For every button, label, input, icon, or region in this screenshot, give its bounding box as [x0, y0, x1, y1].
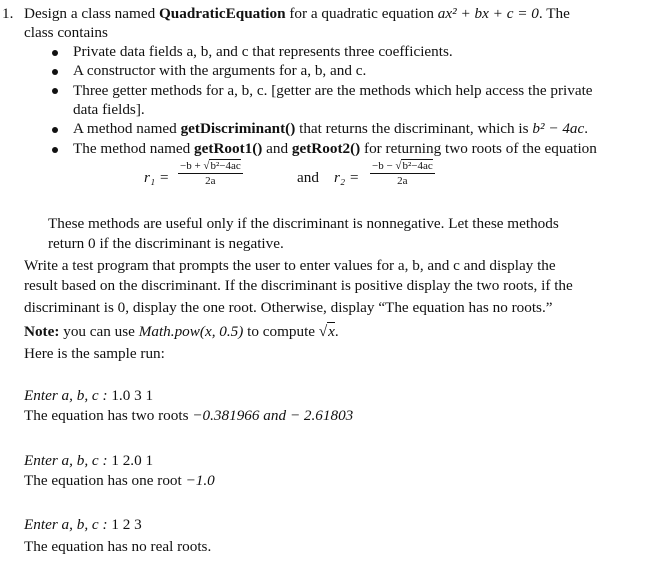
- bullet-5-pre: The method named: [73, 140, 195, 157]
- bullet-icon: [52, 88, 58, 94]
- bullet-4-end: .: [584, 120, 589, 137]
- r1-label: r₁ =: [144, 169, 170, 186]
- bullet-icon: [52, 147, 58, 153]
- intro-end: . The: [538, 5, 570, 22]
- note-text-2: to compute: [243, 323, 319, 340]
- sample-2-prompt-line: [24, 451, 153, 470]
- bullet-icon: [52, 69, 58, 75]
- discriminant-formula: b² − 4ac: [532, 120, 585, 137]
- r1-denominator: 2a: [205, 175, 216, 187]
- sample-1-input: 1.0 3 1: [111, 387, 154, 404]
- get-root2-method: getRoot2(): [291, 140, 361, 157]
- bullet-3-line-2: data fields].: [73, 101, 145, 118]
- class-name: QuadraticEquation: [158, 5, 286, 22]
- bullet-5: [73, 139, 597, 158]
- note-line-2: return 0 if the discriminant is negative.: [48, 235, 284, 252]
- note-end: .: [334, 323, 339, 340]
- r1-fraction: [178, 160, 243, 188]
- sample-2-prompt: Enter a, b, c :: [24, 452, 108, 469]
- intro-line-2: class contains: [24, 24, 108, 41]
- formula-and: and: [297, 169, 319, 186]
- sample-1-prompt-line: [24, 386, 153, 405]
- r2-label: r₂ =: [334, 169, 360, 186]
- bullet-icon: [52, 127, 58, 133]
- math-pow-expression: Math.pow(x, 0.5): [138, 323, 244, 340]
- sample-1-output: The equation has two roots −0.381966 and − 2.61803: [24, 407, 354, 424]
- sample-3-prompt-line: [24, 515, 142, 534]
- bullet-4: [73, 119, 588, 138]
- note-line: [24, 322, 339, 341]
- intro-line-1: [24, 4, 570, 23]
- sqrt-x: √x: [318, 323, 335, 340]
- test-line-1: Write a test program that prompts the user to enter values for a, b, and c and display the: [24, 257, 556, 274]
- quadratic-equation: ax² + bx + c = 0: [437, 5, 539, 22]
- sample-run-label: Here is the sample run:: [24, 345, 165, 362]
- r1-numerator: −b + √b²−4ac: [180, 160, 241, 172]
- sample-2-output: The equation has one root −1.0: [24, 472, 215, 489]
- sample-3-input: 1 2 3: [111, 516, 142, 533]
- bullet-2: A constructor with the arguments for a, b, and c.: [73, 62, 367, 79]
- r2-fraction: [370, 160, 435, 188]
- r2-numerator: −b − √b²−4ac: [372, 160, 433, 172]
- bullet-4-post: that returns the discriminant, which is: [295, 120, 533, 137]
- bullet-5-mid: and: [262, 140, 292, 157]
- bullet-3-line-1: Three getter methods for a, b, c. [getter are the methods which help access the private: [73, 82, 593, 99]
- intro-pre: Design a class named: [24, 5, 159, 22]
- sample-3-prompt: Enter a, b, c :: [24, 516, 108, 533]
- bullet-5-post: for returning two roots of the equation: [360, 140, 597, 157]
- r2-denominator: 2a: [397, 175, 408, 187]
- note-line-1: These methods are useful only if the discriminant is nonnegative. Let these methods: [48, 215, 559, 232]
- sample-1-prompt: Enter a, b, c :: [24, 387, 108, 404]
- note-label: Note:: [24, 323, 60, 340]
- bullet-4-pre: A method named: [73, 120, 181, 137]
- test-line-2: result based on the discriminant. If the discriminant is positive display the two roots, if the: [24, 277, 573, 294]
- sample-2-input: 1 2.0 1: [111, 452, 154, 469]
- get-discriminant-method: getDiscriminant(): [180, 120, 296, 137]
- get-root1-method: getRoot1(): [194, 140, 263, 157]
- intro-post: for a quadratic equation: [285, 5, 438, 22]
- test-line-3: discriminant is 0, display the one root. Otherwise, display “The equation has no roots.”: [24, 299, 553, 316]
- bullet-1: Private data fields a, b, and c that represents three coefficients.: [73, 43, 453, 60]
- note-text: you can use: [59, 323, 139, 340]
- bullet-icon: [52, 50, 58, 56]
- problem-number: 1.: [2, 5, 14, 22]
- sample-3-output: The equation has no real roots.: [24, 538, 212, 555]
